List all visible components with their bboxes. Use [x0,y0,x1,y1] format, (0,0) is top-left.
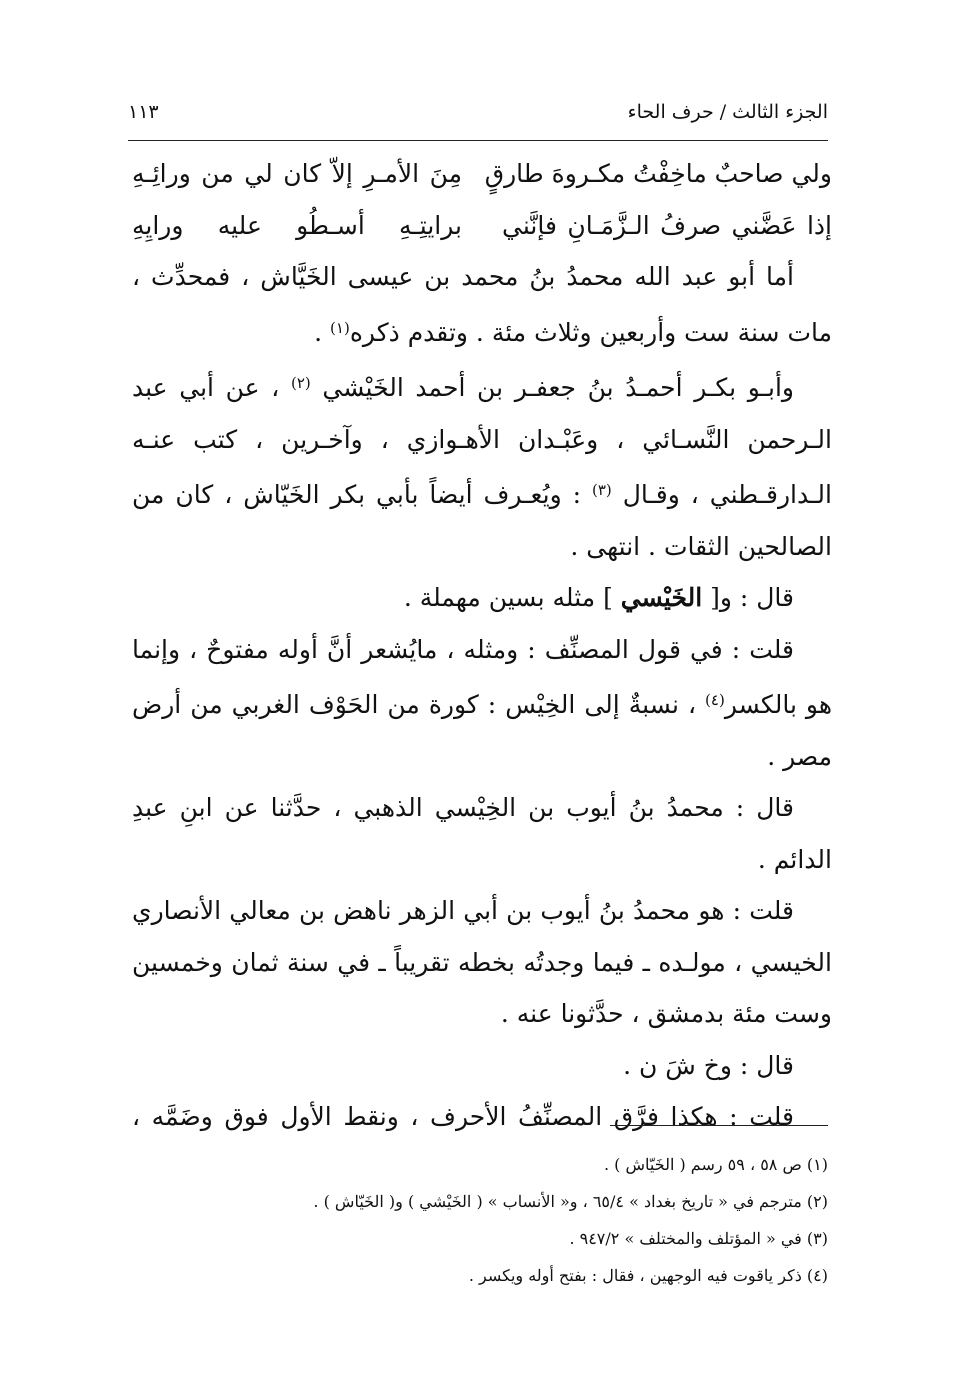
bold-term: الخَيْسي [620,583,703,612]
page-number: ١١٣ [128,101,159,123]
text-line [132,465,832,521]
text-run: : ويُعـرف أيضاً بأبي بكر الخَيّاش ، كان من [132,480,592,509]
text-run: هو بالكسر [724,690,833,719]
verse-line [132,200,832,252]
text-line [132,358,832,414]
footnote-ref: (٤) [705,691,725,709]
text-line [132,572,832,624]
text-run: وأبـو بكـر أحمـدُ بنُ جعفـر بن أحمد الخَيْشي [322,373,794,402]
running-head [128,92,828,132]
verse-line [132,148,832,200]
footnote-rule [610,1125,828,1126]
text-line: قلت : هو محمدُ بنُ أيوب بن أبي الزهر ناهض بن معالي الأنصاري [132,896,794,925]
header-rule [128,140,828,141]
text-run: مات سنة ست وأربعين وثلاث مئة . وتقدم ذكره [349,317,832,347]
footnote: (٢) مترجم في « تاريخ بغداد » ٦٥/٤ ، و« الأنساب » ( الخَيْشي ) و( الخَيّاش ) . [313,1192,828,1211]
text-run: قال : و[ [702,583,794,612]
footnote-ref: (٢) [290,374,311,392]
footnotes [132,1146,828,1294]
text-run: ] مثله بسين مهملة . [403,583,621,612]
verse-first-hemistich: إذا عَضَّني صرفُ الـزَّمَـانِ فإنَّني [502,210,832,240]
text-run: ، عن أبي عبد [132,373,291,402]
text-line [132,675,832,731]
main-text [132,148,832,1143]
text-line: مصر . [767,741,832,771]
text-line: الخيسي ، مولـده ـ فيما وجدتُه بخطه تقريباً ـ في سنة ثمان وخمسين [132,947,832,977]
text-line: أما أبو عبد الله محمدُ بنُ محمد بن عيسى الخَيَّاش ، فمحدِّث ، [132,262,794,291]
verse-first-hemistich: ولي صاحبٌ ماخِفْتُ مكـروهَ طارقٍ [484,159,832,188]
text-line: قلت : في قول المصنِّف : ومثله ، مايُشعر أنَّ أوله مفتوحٌ ، وإنما [132,634,794,664]
text-line: قال : محمدُ بنُ أيوب بن الخِيْسي الذهبي ، حدَّثنا عن ابنِ عبدِ [132,793,794,822]
footnote-ref: (١) [330,318,350,337]
footnote: (٣) في « المؤتلف والمختلف » ٩٤٧/٢ . [569,1229,828,1248]
text-line: الصالحين الثقات . انتهى . [570,531,832,561]
text-run: الـدارقـطني ، وقـال [622,480,832,509]
text-line: قال : وخ شَ ن . [623,1050,794,1080]
text-run: ، نسبةٌ إلى الخِيْس : كورة من الحَوْف الغربي من أرض [132,690,706,719]
text-line: قلت : هكذا فرَّق المصنِّفُ الأحرف ، ونقط الأول فوق وضَمَّه ، [132,1102,794,1131]
text-line [132,303,832,359]
footnote: (٤) ذكر ياقوت فيه الوجهين ، فقال : بفتح أوله ويكسر . [468,1266,828,1285]
footnote: (١) ص ٥٨ ، ٥٩ رسم ( الخَيّاش ) . [604,1155,828,1174]
text-run: . [314,317,331,347]
verse-second-hemistich: برايتِـهِ أسـطُو عليه ورايِهِ [132,210,462,240]
running-title: الجزء الثالث / حرف الحاء [627,101,828,123]
footnote-ref: (٣) [591,481,612,499]
text-line: وست مئة بدمشق ، حدَّثونا عنه . [500,999,832,1028]
text-line: الدائم . [757,844,832,874]
verse-second-hemistich: مِنَ الأمـرِ إلاّ كان لي من ورائِـهِ [132,159,462,188]
text-line: الـرحمن النَّسـائي ، وعَبْـدان الأهـوازي ، وآخـرين ، كتب عنـه [132,424,832,454]
